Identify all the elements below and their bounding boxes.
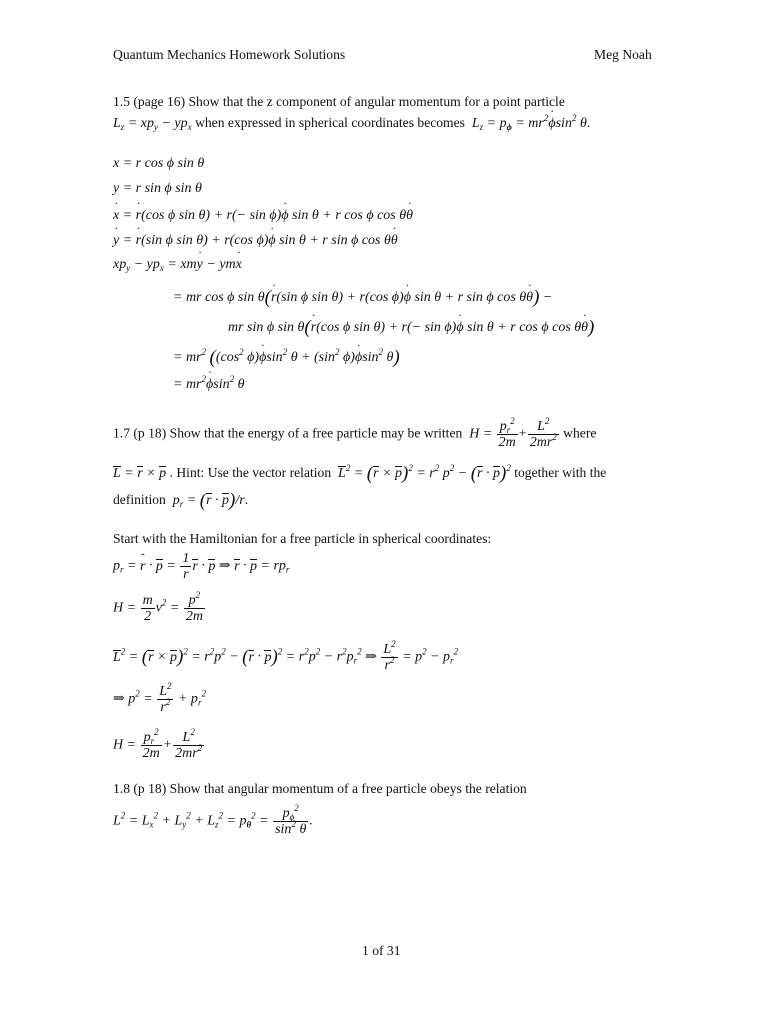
page-number: 1 of 31	[362, 943, 401, 958]
equation-step-1: = mr cos ϕ sin θ(r ˙(sin ϕ sin θ) + r(cos ϕ)ϕ ˙ sin θ + r sin ϕ cos θθ ˙) −	[173, 287, 552, 309]
equation-step-4: = $mr^2\phi$ $˙\sin^2$ θ	[173, 377, 245, 393]
equation-h-final: H = $\frac{p_r^2}{2m}$ + $\frac{L^2}{2mr^2}$	[113, 727, 203, 761]
problem-1-8-statement: 1.8 (p 18) Show that angular momentum of a free particle obeys the relation	[113, 781, 527, 796]
problem-1-7-line2: L = r × p . Hint: Use the vector relation $L^2 = (r \times p)^2 = r^2$ $p^2 - (r \cdot p)^2$ together with the	[113, 463, 607, 484]
problem-1-7-definition: definition	[113, 492, 166, 507]
equation-x-dot: x ˙ = r ˙(cos ϕ sin θ) + r(− sin ϕ)ϕ ˙ sin θ + r cos ϕ cos θθ ˙	[113, 208, 413, 224]
problem-1-7-hint: Hint: Use the vector relation	[176, 465, 332, 480]
equation-lz-expand: $xp_y - yp_x$ = xmy ˙ − ymx ˙	[113, 257, 242, 273]
problem-1-7-where: where	[563, 425, 597, 441]
equation-l-squared: $L^2 = (r \times p)^2 = r^2p^2 - (r \cdot p)^2 = r^2p^2 - r^2p_r^2$ ⇒ $\frac{L^2}{r^2}$ = $p^2 - p_r^2$	[113, 639, 459, 673]
header-author: Meg Noah	[594, 47, 652, 62]
header-title: Quantum Mechanics Homework Solutions	[113, 47, 346, 62]
equation-step-3: = $mr^2$ (($\cos^2$ ϕ)ϕ $˙\sin^2$ $\theta + (\sin^2$ ϕ)ϕ $˙\sin^2$ θ)	[173, 347, 400, 369]
problem-1-5-line2: $L_z = xp_y - yp_x$ when expressed in spherical coordinates becomes $L_z = p_\phi = mr^2\phi$ $˙\sin^2$ θ.	[113, 115, 590, 132]
problem-1-5-statement: 1.5 (page 16) Show that the z component of angular momentum for a point particle	[113, 94, 565, 109]
problem-1-7-statement: 1.7 (p 18) Show that the energy of a free particle may be written	[113, 425, 463, 441]
equation-y: y = r sin ϕ sin θ	[113, 181, 202, 196]
problem-1-7-line3: definition $p_r = (r \cdot p)/r$.	[113, 490, 249, 511]
equation-y-dot: y ˙ = r ˙(sin ϕ sin θ) + r(cos ϕ)ϕ ˙ sin θ + r sin ϕ cos θθ ˙	[113, 233, 398, 249]
problem-1-5-text-when: when expressed in spherical coordinates becomes	[195, 115, 465, 130]
equation-step-2: mr sin ϕ sin θ(r ˙(cos ϕ sin θ) + r(− sin ϕ)ϕ ˙ sin θ + r cos ϕ cos θθ ˙)	[228, 317, 594, 339]
problem-1-7-intro: Start with the Hamiltonian for a free particle in spherical coordinates:	[113, 531, 492, 546]
problem-1-7-line1: 1.7 (p 18) Show that the energy of a free particle may be written H = $\frac{p_r^2}{2m}$ + $\frac{L^2}{2mr^2}$ where	[113, 416, 597, 450]
equation-x: x = r cos ϕ sin θ	[113, 156, 205, 171]
equation-hamiltonian: H = $\frac{m}{2}$ $v^2$ = $\frac{p^2}{2m}$	[113, 590, 203, 624]
equation-pr: $p_r = r$ ˆ · p = $\frac{1}{r}$ r · p ⇒ $r \cdot p = rp_r$	[113, 551, 289, 582]
equation-l-squared-components: $L^2 = L_x^2 + L_y^2 + L_z^2 = p_\theta^2$ = $\frac{p_\phi^2}{\sin^2 \theta}$ .	[113, 803, 313, 837]
problem-1-7-together: together with the	[514, 465, 607, 480]
equation-p-squared: ⇒ $p^2$ = $\frac{L^2}{r^2}$ + $p_r^2$	[113, 681, 206, 715]
